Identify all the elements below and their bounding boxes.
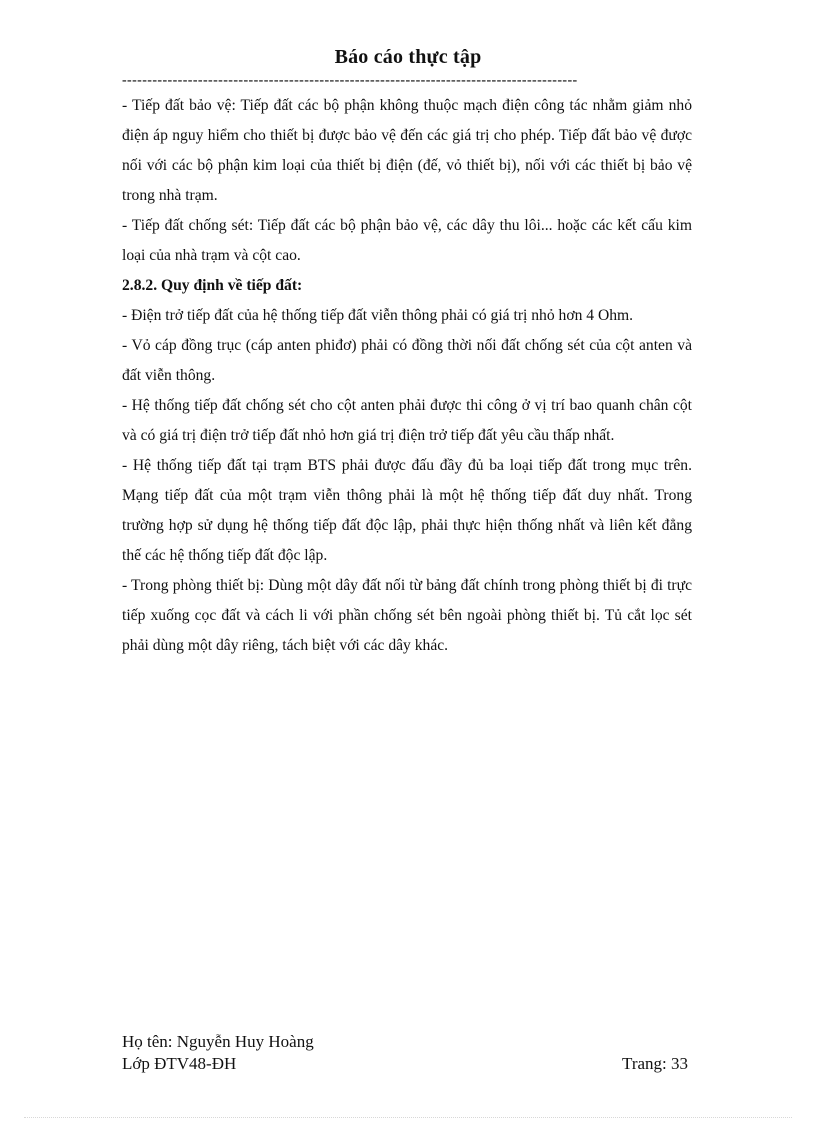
paragraph-coax-rule: - Vỏ cáp đồng trục (cáp anten phiđơ) phải có đồng thời nối đất chống sét của cột anten và đất viễn thông. (122, 337, 692, 384)
page-header-title: Báo cáo thực tập (334, 46, 482, 68)
footer-line (122, 1053, 688, 1075)
footer-class: Lớp ĐTV48-ĐH (122, 1054, 237, 1073)
document-body (122, 91, 692, 661)
page-footer (122, 1031, 688, 1075)
header-divider: ------------------------------------------------------------------------------------------ (122, 73, 578, 88)
section-heading-grounding-rules: 2.8.2. Quy định về tiếp đất: (122, 277, 303, 294)
page-number: Trang: 33 (622, 1054, 688, 1073)
page-bottom-border (24, 1117, 792, 1118)
paragraph-equipment-room-rule: - Trong phòng thiết bị: Dùng một dây đất nối từ bảng đất chính trong phòng thiết bị đi trực tiếp xuống cọc đất và cách li với phần chống sét bên ngoài phòng thiết bị. Tủ cắt lọc sét phải dùng một dây riêng, tách biệt với các dây khác. (122, 577, 692, 654)
paragraph-bts-rule: - Hệ thống tiếp đất tại trạm BTS phải được đấu đầy đủ ba loại tiếp đất trong mục trên. Mạng tiếp đất của một trạm viễn thông phải là một hệ thống tiếp đất duy nhất. Trong trường hợp sử dụng hệ thống tiếp đất độc lập, phải thực hiện thống nhất và liên kết đẳng thế các hệ thống tiếp đất độc lập. (122, 457, 692, 564)
paragraph-antenna-tower-rule: - Hệ thống tiếp đất chống sét cho cột anten phải được thi công ở vị trí bao quanh chân cột và có giá trị điện trở tiếp đất nhỏ hơn giá trị điện trở tiếp đất yêu cầu thấp nhất. (122, 397, 692, 444)
paragraph-lightning-grounding: - Tiếp đất chống sét: Tiếp đất các bộ phận bảo vệ, các dây thu lôi... hoặc các kết cấu kim loại của nhà trạm và cột cao. (122, 217, 692, 264)
footer-author-name: Họ tên: Nguyễn Huy Hoàng (122, 1032, 314, 1051)
paragraph-resistance-rule: - Điện trở tiếp đất của hệ thống tiếp đất viễn thông phải có giá trị nhỏ hơn 4 Ohm. (122, 307, 634, 324)
paragraph-protective-grounding: - Tiếp đất bảo vệ: Tiếp đất các bộ phận không thuộc mạch điện công tác nhằm giảm nhỏ điện áp nguy hiểm cho thiết bị được bảo vệ đến các giá trị cho phép. Tiếp đất bảo vệ được nối với các bộ phận kim loại của thiết bị điện (đế, vỏ thiết bị), nối với các thiết bị bảo vệ trong nhà trạm. (122, 97, 692, 204)
